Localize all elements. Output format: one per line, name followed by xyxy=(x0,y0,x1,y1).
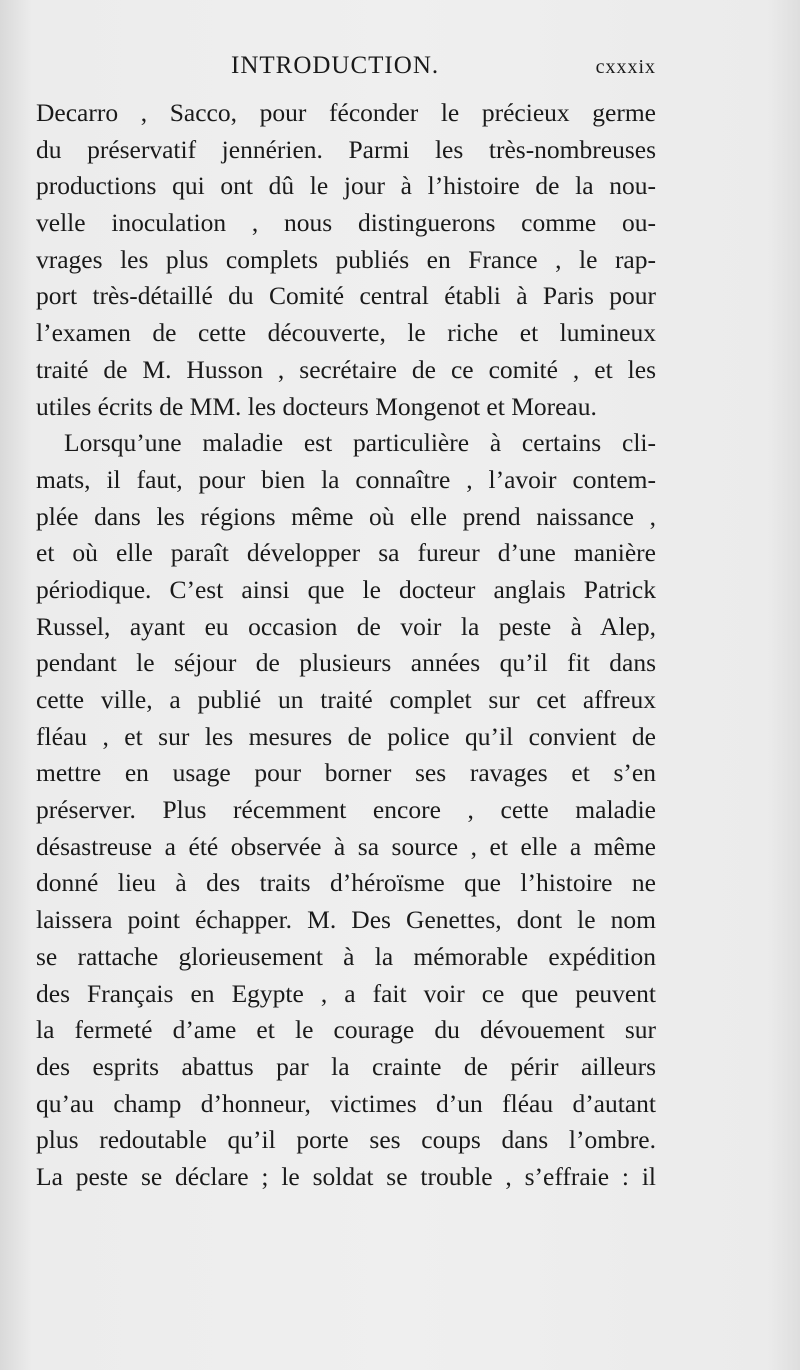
text-line: cette ville, a publié un traité complet sur cet affreux xyxy=(36,685,656,714)
text-line: mats, il faut, pour bien la connaître , l’avoir contem- xyxy=(36,464,656,494)
text-line: plus redoutable qu’il porte ses coups dans l’ombre. xyxy=(36,1125,656,1155)
running-title: INTRODUCTION. xyxy=(231,52,440,79)
text-line: utiles écrits de MM. les docteurs Mongenot et Moreau. xyxy=(36,391,597,421)
text-line: traité de M. Husson , secrétaire de ce comité , et les xyxy=(36,354,656,384)
text-line: vrages les plus complets publiés en France , le rap- xyxy=(36,244,656,274)
text-line: l’examen de cette découverte, le riche et lumineux xyxy=(36,318,656,348)
text-line: pendant le séjour de plusieurs années qu’il fit dans xyxy=(36,648,656,678)
page-number: cxxxix xyxy=(595,56,656,78)
text-line: des Français en Egypte , a fait voir ce que peuvent xyxy=(36,978,656,1008)
text-line: mettre en usage pour borner ses ravages et s’en xyxy=(36,758,656,788)
text-line: Lorsqu’une maladie est particulière à certains cli- xyxy=(64,428,656,458)
text-line: qu’au champ d’honneur, victimes d’un fléau d’autant xyxy=(36,1088,656,1118)
text-line: la fermeté d’ame et le courage du dévouement sur xyxy=(36,1015,656,1045)
text-line: laissera point échapper. M. Des Genettes, dont le nom xyxy=(36,905,656,935)
text-line: se rattache glorieusement à la mémorable expédition xyxy=(36,941,656,971)
body-text xyxy=(36,95,656,1196)
text-line: des esprits abattus par la crainte de périr ailleurs xyxy=(36,1051,656,1081)
text-line: La peste se déclare ; le soldat se trouble , s’effraie : il xyxy=(36,1161,656,1191)
text-line: donné lieu à des traits d’héroïsme que l’histoire ne xyxy=(36,868,656,898)
text-line: velle inoculation , nous distinguerons comme ou- xyxy=(36,208,656,238)
text-line: désastreuse a été observée à sa source , et elle a même xyxy=(36,831,656,861)
text-line: Decarro , Sacco, pour féconder le précieux germe xyxy=(36,98,656,127)
text-line: Russel, ayant eu occasion de voir la peste à Alep, xyxy=(36,611,656,641)
text-line: port très-détaillé du Comité central établi à Paris pour xyxy=(36,281,656,311)
text-line: périodique. C’est ainsi que le docteur anglais Patrick xyxy=(36,574,656,604)
running-head xyxy=(36,52,656,92)
text-line: et où elle paraît développer sa fureur d’une manière xyxy=(36,538,656,568)
text-line: du préservatif jennérien. Parmi les très-nombreuses xyxy=(36,134,656,164)
text-line: préserver. Plus récemment encore , cette maladie xyxy=(36,795,656,825)
text-line: fléau , et sur les mesures de police qu’il convient de xyxy=(36,721,656,751)
text-line: plée dans les régions même où elle prend naissance , xyxy=(36,501,656,531)
text-line: productions qui ont dû le jour à l’histoire de la nou- xyxy=(36,171,656,201)
